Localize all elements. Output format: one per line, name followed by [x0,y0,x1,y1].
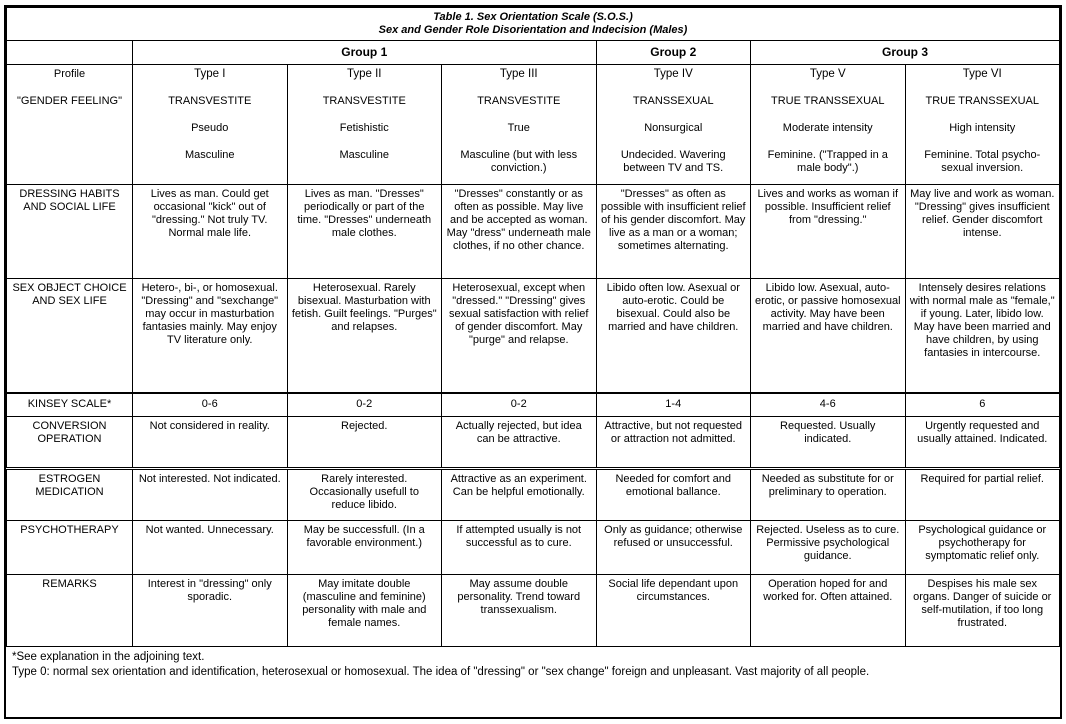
cell: Heterosexual, except when "dressed." "Dressing" gives sexual satisfaction with relief of gender discomfort. May "purge" and relapse. [442,279,597,393]
footnote-asterisk: *See explanation in the adjoining text. [12,651,205,663]
group3-header: Group 3 [751,41,1060,65]
profile-cell-type1 [133,65,288,185]
type-feeling: Masculine [184,149,235,161]
cell: May live and work as woman. "Dressing" gives insufficient relief. Gender discomfort intense. [905,185,1060,279]
row-remarks [7,575,1060,647]
row-estrogen-medication [7,469,1060,521]
cell: If attempted usually is not successful as to cure. [442,521,597,575]
type-name: Type VI [962,68,1002,80]
cell: Social life dependant upon circumstances. [596,575,751,647]
profile-cell-type3 [442,65,597,185]
type-name: Type V [809,68,846,80]
row-label: SEX OBJECT CHOICE AND SEX LIFE [7,279,133,393]
type-subtype: Pseudo [191,122,229,134]
row-psychotherapy [7,521,1060,575]
sos-table [6,7,1060,647]
type-feeling: Feminine. ("Trapped in a male body".) [767,149,888,174]
cell: Libido often low. Asexual or auto-erotic. Could be bisexual. Could also be married and have children. [596,279,751,393]
cell: 0-6 [133,393,288,417]
cell: Needed as substitute for or preliminary to operation. [751,469,906,521]
cell: Not interested. Not indicated. [133,469,288,521]
profile-label-line2: "GENDER FEELING" [17,95,122,107]
cell: Rejected. [287,417,442,469]
cell: Libido low. Asexual, auto-erotic, or passive homosexual activity. May have been married and have children. [751,279,906,393]
cell: Lives as man. Could get occasional "kick" out of "dressing." Not truly TV. Normal male life. [133,185,288,279]
cell: "Dresses" as often as possible with insufficient relief of his gender discomfort. May live as a man or a woman; sometimes alternating. [596,185,751,279]
row-dressing-habits [7,185,1060,279]
corner-cell [7,41,133,65]
row-label: DRESSING HABITS AND SOCIAL LIFE [7,185,133,279]
type-subtype: Moderate intensity [782,122,873,134]
type-subtype: High intensity [949,122,1016,134]
cell: Rejected. Useless as to cure. Permissive psychological guidance. [751,521,906,575]
type-name: Type I [194,68,226,80]
cell: 0-2 [287,393,442,417]
profile-cell-type2 [287,65,442,185]
cell: Intensely desires relations with normal male as "female," if young. Later, libido low. May have been married and have children, by using fantasies in intercourse. [905,279,1060,393]
type-category: TRUE TRANSSEXUAL [771,95,885,107]
cell: May assume double personality. Trend toward transsexualism. [442,575,597,647]
cell: Lives and works as woman if possible. Insufficient relief from "dressing." [751,185,906,279]
cell: 0-2 [442,393,597,417]
profile-cell-type6 [905,65,1060,185]
type-category: TRUE TRANSSEXUAL [925,95,1039,107]
cell: Not wanted. Unnecessary. [133,521,288,575]
footnote-type0: Type 0: normal sex orientation and identification, heterosexual or homosexual. The idea of "dressing" or "sex change" foreign and unpleasant. Vast majority of all people. [12,666,870,678]
type-category: TRANSVESTITE [168,95,252,107]
cell: Actually rejected, but idea can be attractive. [442,417,597,469]
row-kinsey-scale [7,393,1060,417]
type-name: Type III [499,68,538,80]
cell: Only as guidance; otherwise refused or unsuccessful. [596,521,751,575]
group-header-row [7,41,1060,65]
cell: 1-4 [596,393,751,417]
cell: "Dresses" constantly or as often as possible. May live and be accepted as woman. May "dress" underneath male clothes, if no other chance. [442,185,597,279]
cell: Interest in "dressing" only sporadic. [133,575,288,647]
type-category: TRANSVESTITE [477,95,561,107]
row-conversion-operation [7,417,1060,469]
cell: Attractive, but not requested or attraction not admitted. [596,417,751,469]
footnotes [6,647,1060,717]
cell: 4-6 [751,393,906,417]
row-label: CONVERSION OPERATION [7,417,133,469]
type-category: TRANSVESTITE [322,95,406,107]
cell: Hetero-, bi-, or homosexual. "Dressing" and "sexchange" may occur in masturbation fantasies mainly. May enjoy TV literature only. [133,279,288,393]
cell: Despises his male sex organs. Danger of suicide or self-mutilation, if too long frustrated. [905,575,1060,647]
profile-row-label [7,65,133,185]
cell: May be successfull. (In a favorable environment.) [287,521,442,575]
profile-cell-type4 [596,65,751,185]
cell: Heterosexual. Rarely bisexual. Masturbation with fetish. Guilt feelings. "Purges" and relapses. [287,279,442,393]
type-feeling: Feminine. Total psycho-sexual inversion. [924,149,1041,174]
table-title-line1: Table 1. Sex Orientation Scale (S.O.S.) [433,11,633,23]
cell: Requested. Usually indicated. [751,417,906,469]
cell: Urgently requested and usually attained. Indicated. [905,417,1060,469]
type-category: TRANSSEXUAL [632,95,714,107]
row-sex-object-choice [7,279,1060,393]
row-label: REMARKS [7,575,133,647]
title-row [7,8,1060,41]
table-title [7,8,1060,41]
cell: Not considered in reality. [133,417,288,469]
cell: Required for partial relief. [905,469,1060,521]
cell: 6 [905,393,1060,417]
type-feeling: Masculine (but with less conviction.) [460,149,578,174]
type-name: Type II [346,68,382,80]
type-subtype: Nonsurgical [644,122,703,134]
cell: Attractive as an experiment. Can be helpful emotionally. [442,469,597,521]
spacer [11,81,128,95]
row-label: PSYCHOTHERAPY [7,521,133,575]
type-feeling: Masculine [339,149,390,161]
cell: Needed for comfort and emotional ballance. [596,469,751,521]
row-label: KINSEY SCALE* [7,393,133,417]
cell: Operation hoped for and worked for. Often attained. [751,575,906,647]
table-frame [4,5,1062,719]
cell: Rarely interested. Occasionally usefull to reduce libido. [287,469,442,521]
type-subtype: True [507,122,530,134]
group2-header: Group 2 [596,41,751,65]
row-label: ESTROGEN MEDICATION [7,469,133,521]
cell: Lives as man. "Dresses" periodically or part of the time. "Dresses" underneath male clothes. [287,185,442,279]
cell: Psychological guidance or psychotherapy for symptomatic relief only. [905,521,1060,575]
type-feeling: Undecided. Wavering between TV and TS. [620,149,726,174]
profile-label-line1: Profile [53,68,86,80]
cell: May imitate double (masculine and feminine) personality with male and female names. [287,575,442,647]
profile-cell-type5 [751,65,906,185]
type-name: Type IV [653,68,693,80]
profile-row [7,65,1060,185]
type-subtype: Fetishistic [339,122,389,134]
table-title-line2: Sex and Gender Role Disorientation and Indecision (Males) [378,24,688,36]
group1-header: Group 1 [133,41,597,65]
